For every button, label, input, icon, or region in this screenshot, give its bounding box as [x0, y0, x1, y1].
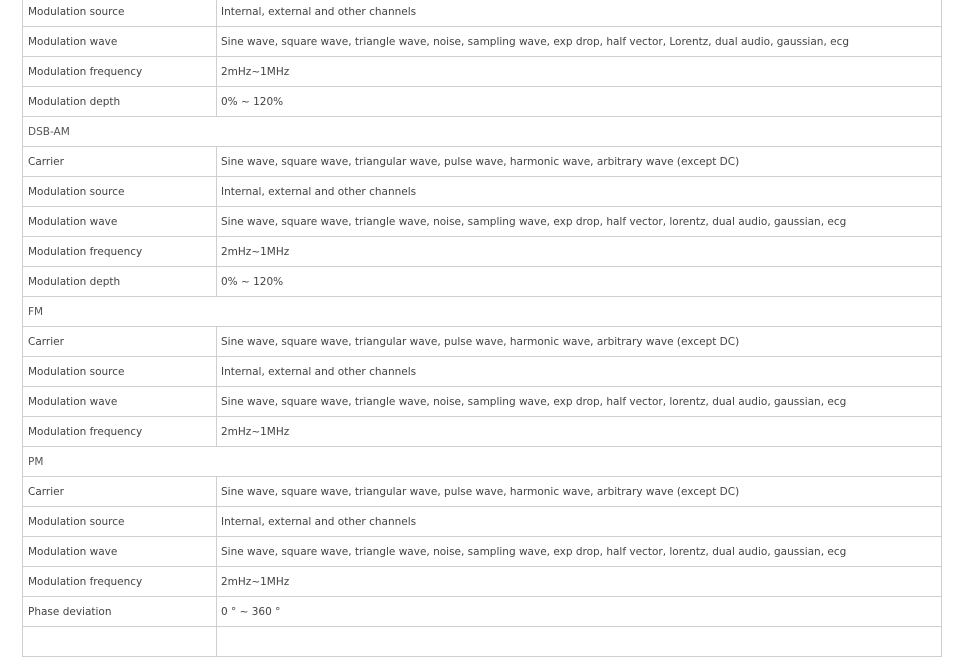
spec-value: Sine wave, square wave, triangular wave, pulse wave, harmonic wave, arbitrary wave (except DC) — [217, 327, 942, 357]
spec-value: Internal, external and other channels — [217, 357, 942, 387]
spec-row — [23, 387, 942, 417]
spec-label: Carrier — [23, 327, 217, 357]
spec-value — [217, 627, 942, 657]
spec-label: Carrier — [23, 477, 217, 507]
spec-value: Sine wave, square wave, triangle wave, noise, sampling wave, exp drop, half vector, lorentz, dual audio, gaussian, ecg — [217, 207, 942, 237]
section-title: DSB-AM — [23, 117, 942, 147]
spec-label: Modulation frequency — [23, 237, 217, 267]
section-row-dsb-am — [23, 117, 942, 147]
spec-label: Modulation depth — [23, 267, 217, 297]
spec-value: Sine wave, square wave, triangle wave, noise, sampling wave, exp drop, half vector, lorentz, dual audio, gaussian, ecg — [217, 537, 942, 567]
spec-table — [22, 0, 942, 657]
spec-row — [23, 207, 942, 237]
spec-value: 0 ° ~ 360 ° — [217, 597, 942, 627]
spec-row — [23, 57, 942, 87]
spec-value: Sine wave, square wave, triangular wave, pulse wave, harmonic wave, arbitrary wave (except DC) — [217, 477, 942, 507]
spec-row — [23, 27, 942, 57]
spec-label — [23, 627, 217, 657]
spec-label: Modulation source — [23, 357, 217, 387]
spec-label: Modulation source — [23, 507, 217, 537]
spec-label: Modulation source — [23, 0, 217, 27]
spec-value: 2mHz~1MHz — [217, 417, 942, 447]
section-row-pm — [23, 447, 942, 477]
spec-label: Carrier — [23, 147, 217, 177]
spec-value: 2mHz~1MHz — [217, 237, 942, 267]
spec-value: 2mHz~1MHz — [217, 567, 942, 597]
spec-row — [23, 267, 942, 297]
spec-row — [23, 477, 942, 507]
spec-row — [23, 177, 942, 207]
spec-row — [23, 567, 942, 597]
spec-label: Modulation frequency — [23, 567, 217, 597]
spec-label: Modulation wave — [23, 207, 217, 237]
spec-label: Modulation wave — [23, 387, 217, 417]
spec-row — [23, 0, 942, 27]
spec-value: 2mHz~1MHz — [217, 57, 942, 87]
spec-value: Sine wave, square wave, triangular wave, pulse wave, harmonic wave, arbitrary wave (except DC) — [217, 147, 942, 177]
spec-table-body — [23, 0, 942, 657]
spec-value: 0% ~ 120% — [217, 87, 942, 117]
section-row-fm — [23, 297, 942, 327]
spec-label: Modulation frequency — [23, 417, 217, 447]
spec-label: Modulation wave — [23, 537, 217, 567]
spec-value: Internal, external and other channels — [217, 507, 942, 537]
spec-row — [23, 87, 942, 117]
spec-value: 0% ~ 120% — [217, 267, 942, 297]
section-title: FM — [23, 297, 942, 327]
spec-row — [23, 147, 942, 177]
spec-label: Modulation depth — [23, 87, 217, 117]
spec-label: Modulation frequency — [23, 57, 217, 87]
spec-row — [23, 597, 942, 627]
spec-row — [23, 327, 942, 357]
spec-value: Sine wave, square wave, triangle wave, noise, sampling wave, exp drop, half vector, lorentz, dual audio, gaussian, ecg — [217, 387, 942, 417]
spec-row — [23, 237, 942, 267]
spec-value: Internal, external and other channels — [217, 0, 942, 27]
spec-label: Modulation wave — [23, 27, 217, 57]
spec-row-partial — [23, 627, 942, 657]
spec-row — [23, 417, 942, 447]
spec-row — [23, 507, 942, 537]
section-title: PM — [23, 447, 942, 477]
spec-value: Internal, external and other channels — [217, 177, 942, 207]
spec-label: Modulation source — [23, 177, 217, 207]
spec-row — [23, 357, 942, 387]
spec-label: Phase deviation — [23, 597, 217, 627]
spec-row — [23, 537, 942, 567]
spec-value: Sine wave, square wave, triangle wave, noise, sampling wave, exp drop, half vector, Lorentz, dual audio, gaussian, ecg — [217, 27, 942, 57]
